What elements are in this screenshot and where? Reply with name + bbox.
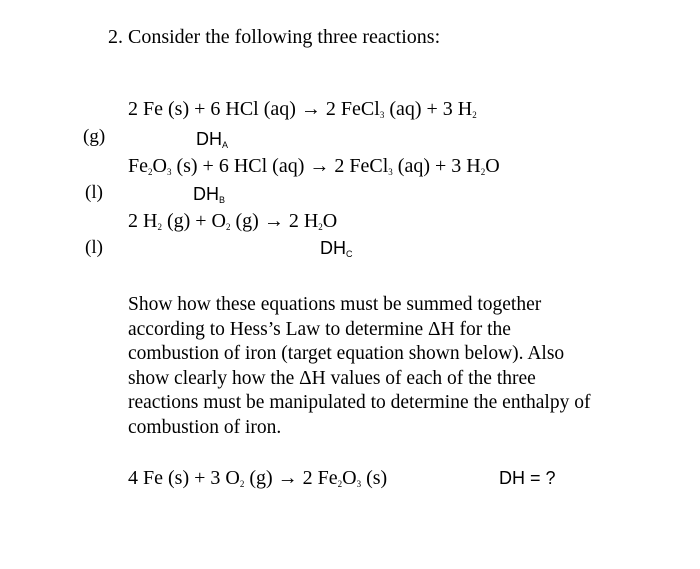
question-heading <box>108 26 440 49</box>
instructions-line: reactions must be manipulated to determine the enthalpy of <box>128 392 591 413</box>
instructions-line: combustion of iron. <box>128 416 282 438</box>
arrow-icon: → <box>309 155 330 177</box>
reaction-3-equation: 2 $H_2$ $(g) + O_2$ (g) → 2 $H_2O$ <box>128 210 338 232</box>
instructions-line: according to Hess’s Law to determine ΔH for the <box>128 318 511 340</box>
target-equation: 4 Fe (s) + 3 $O_2$ (g) → 2 $Fe_2O_3$ (s) <box>128 467 388 489</box>
instructions-line: combustion of iron (target equation shown below). Also <box>128 343 565 364</box>
question-prompt: Consider the following three reactions: <box>128 26 441 48</box>
reaction-3-enthalpy: $DH_C$ <box>320 238 353 259</box>
target-enthalpy: DH = ? <box>499 468 556 488</box>
reaction-2-equation: $Fe_2O_3$ (s) + 6 HCl (aq) → 2 FeCl$_3$ (aq) + 3 $H_2O$ <box>128 155 500 177</box>
question-number: 2. <box>108 26 123 48</box>
instructions-line: Show how these equations must be summed together <box>128 294 542 315</box>
instructions-paragraph <box>128 293 668 440</box>
reaction-1-enthalpy: $DH_A$ <box>196 129 229 150</box>
reaction-1-phase: (g) <box>83 126 106 147</box>
arrow-icon: → <box>263 210 284 232</box>
reaction-2-enthalpy: $DH_B$ <box>193 184 226 205</box>
reaction-3-phase: (l) <box>85 237 103 258</box>
reaction-1-equation: 2 Fe (s) + 6 HCl (aq) → 2 FeCl$_3$ (aq) + 3 $H_2$ <box>128 98 477 120</box>
reaction-2-phase: (l) <box>85 182 103 203</box>
arrow-icon: → <box>277 467 298 489</box>
instructions-line: show clearly how the ΔH values of each of the three <box>128 367 536 389</box>
arrow-icon: → <box>300 98 321 120</box>
